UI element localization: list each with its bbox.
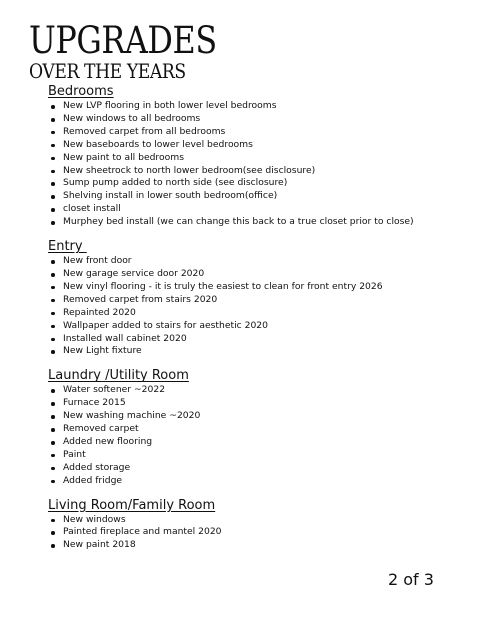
list-item: Wallpaper added to stairs for aesthetic 2020 xyxy=(63,320,468,333)
section-heading-bedrooms: Bedrooms xyxy=(48,84,114,99)
list-item: Repainted 2020 xyxy=(63,307,468,320)
list-item: New LVP flooring in both lower level bedrooms xyxy=(63,100,468,113)
list-item: closet install xyxy=(63,203,468,216)
section-spacer xyxy=(48,229,468,238)
section-heading-laundry: Laundry /Utility Room xyxy=(48,368,189,384)
title-line-1: UPGRADES xyxy=(29,19,217,62)
laundry-list xyxy=(48,384,468,487)
section-bedrooms xyxy=(48,83,468,229)
list-item: New garage service door 2020 xyxy=(63,268,468,281)
list-item: New windows to all bedrooms xyxy=(63,113,468,126)
list-item: Painted fireplace and mantel 2020 xyxy=(63,526,468,539)
page-number: 2 of 3 xyxy=(388,570,434,589)
section-spacer xyxy=(48,488,468,497)
list-item: Installed wall cabinet 2020 xyxy=(63,333,468,346)
list-item: Removed carpet from all bedrooms xyxy=(63,126,468,139)
section-living-family-room xyxy=(48,497,468,553)
entry-list xyxy=(48,255,468,358)
list-item: Murphey bed install (we can change this back to a true closet prior to close) xyxy=(63,216,468,229)
list-item: Added fridge xyxy=(63,475,468,488)
list-item: New baseboards to lower level bedrooms xyxy=(63,139,468,152)
upgrades-content xyxy=(48,83,468,552)
list-item: Removed carpet xyxy=(63,423,468,436)
page-title xyxy=(29,19,247,83)
section-heading-living-room: Living Room/Family Room xyxy=(48,497,216,513)
list-item: New paint 2018 xyxy=(63,539,468,552)
list-item: Added new flooring xyxy=(63,436,468,449)
list-item: New vinyl flooring - it is truly the easiest to clean for front entry 2026 xyxy=(63,281,468,294)
list-item: New front door xyxy=(63,255,468,268)
list-item: New paint to all bedrooms xyxy=(63,152,468,165)
list-item: Water softener ~2022 xyxy=(63,384,468,397)
list-item: New washing machine ~2020 xyxy=(63,410,468,423)
living-room-list xyxy=(48,514,468,553)
list-item: New windows xyxy=(63,514,468,527)
list-item: Paint xyxy=(63,449,468,462)
bedrooms-list xyxy=(48,100,468,229)
list-item: Removed carpet from stairs 2020 xyxy=(63,294,468,307)
title-line-2: OVER THE YEARS xyxy=(29,59,186,83)
section-heading-entry: Entry xyxy=(48,239,87,255)
section-spacer xyxy=(48,358,468,367)
section-laundry-utility-room xyxy=(48,367,468,487)
list-item: New Light fixture xyxy=(63,345,468,358)
list-item: New sheetrock to north lower bedroom(see disclosure) xyxy=(63,165,468,178)
list-item: Shelving install in lower south bedroom(office) xyxy=(63,190,468,203)
section-entry xyxy=(48,238,468,358)
list-item: Added storage xyxy=(63,462,468,475)
list-item: Sump pump added to north side (see disclosure) xyxy=(63,177,468,190)
list-item: Furnace 2015 xyxy=(63,397,468,410)
